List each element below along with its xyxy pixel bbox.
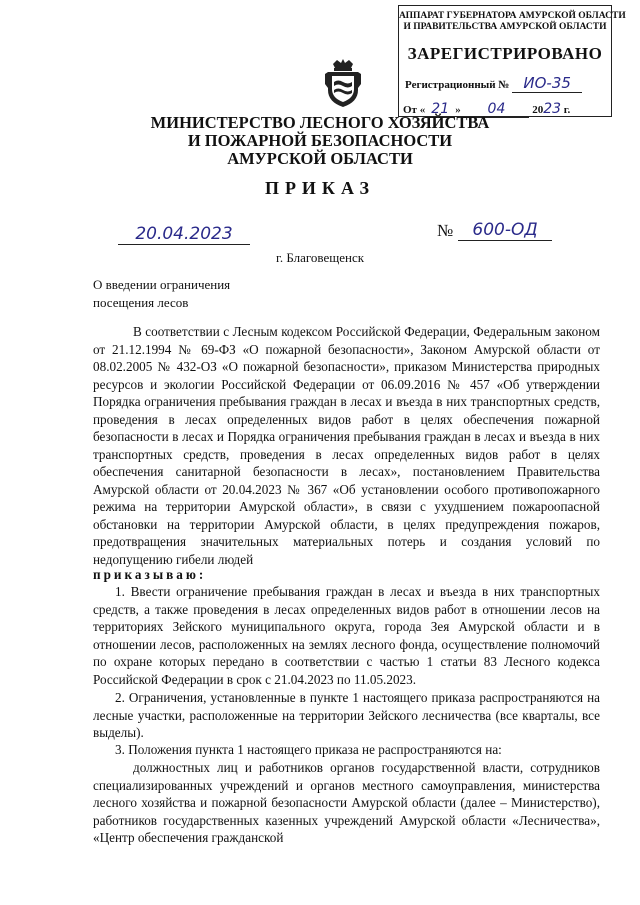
ministry-line2: И ПОЖАРНОЙ БЕЗОПАСНОСТИ [187, 131, 453, 150]
prikazyvayu-heading: приказываю: [93, 567, 207, 582]
coat-of-arms-graphic [323, 58, 363, 108]
subject-line2: посещения лесов [93, 295, 189, 310]
ministry-header [0, 114, 640, 168]
stamp-date-prefix: От « [403, 104, 426, 116]
preamble-paragraph: В соответствии с Лесным кодексом Российской Федерации, Федеральным законом от 21.12.1994 № 69-ФЗ «О пожарной безопасности», Законом Амурской области от 08.02.2005 № 432-ОЗ «О пожарной безопасности», приказом Министерства природных ресурсов и экологии Российской Федерации от 06.09.2016 № 457 «Об утверждении Порядка ограничения пребывания граждан в лесах и въезда в них транспортных средств, проведения в лесах определенных видов работ в целях обеспечения пожарной безопасности в лесах и Порядка ограничения пребывания граждан в лесах и въезда в них транспортных средств, проведения в лесах определенных видов работ в целях обеспечения санитарной безопасности в лесах», постановлением Правительства Амурской области от 20.04.2023 № 367 «Об установлении особого противопожарного режима на территории Амурской области», в связи с ухудшением пожароопасной обстановки на территории Амурской области, в целях предупреждения пожаров, предотвращения значительных материальных потерь и создания условий по недопущению гибели людей [93, 324, 600, 567]
ministry-line1: МИНИСТЕРСТВО ЛЕСНОГО ХОЗЯЙСТВА [150, 113, 490, 132]
stamp-date-day: 21 [425, 101, 455, 118]
paragraph-3-exemptions: должностных лиц и работников органов государственной власти, сотрудников специализированных учреждений и органов местного самоуправления, министерства лесного хозяйства и пожарной безопасности Амурской области (далее – Министерство), работников государственных казенных учреждений Амурской области «Лесничества», «Центр обеспечения гражданской [93, 760, 600, 845]
stamp-date-year-prefix: 20 [532, 104, 544, 116]
stamp-org-line2: И ПРАВИТЕЛЬСТВА АМУРСКОЙ ОБЛАСТИ [403, 22, 607, 32]
order-title: ПРИКАЗ [264, 178, 376, 198]
stamp-date-mid: » [455, 104, 461, 116]
stamp-date-month: 04 [463, 101, 529, 118]
stamp-organization [399, 11, 626, 33]
paragraph-2: 2. Ограничения, установленные в пункте 1 настоящего приказа распространяются на лесные участки, расположенные на территории Зейского лесничества (все кварталы, все выделы). [93, 690, 600, 740]
order-number-label: № [437, 221, 454, 240]
order-city: г. Благовещенск [275, 250, 365, 265]
stamp-registered-label: ЗАРЕГИСТРИРОВАНО [407, 44, 603, 63]
stamp-org-line1: АППАРАТ ГУБЕРНАТОРА АМУРСКОЙ ОБЛАСТИ [399, 11, 626, 21]
order-subject [93, 276, 230, 312]
order-number: 600-ОД [458, 220, 552, 241]
ministry-line3: АМУРСКОЙ ОБЛАСТИ [227, 149, 413, 168]
order-date: 20.04.2023 [118, 224, 250, 245]
subject-line1: О введении ограничения [93, 277, 231, 292]
stamp-number-label: Регистрационный № [405, 79, 510, 91]
stamp-date-year-suffix: 23 [543, 101, 562, 117]
stamp-number-value: ИО-35 [512, 74, 582, 93]
registration-stamp [398, 5, 626, 117]
paragraph-3: 3. Положения пункта 1 настоящего приказа не распространяются на: [115, 742, 502, 757]
paragraph-1: 1. Ввести ограничение пребывания граждан в лесах и въезда в них транспортных средств, а также проведения в лесах определенных видов работ в отношении лесов на территориях Зейского муниципального округа, города Зея Амурской области и в отношении лесов, расположенных на землях лесного фонда, осуществление полномочий по охране которых передано в соответствии с частью 1 статьи 83 Лесного кодекса Российской Федерации в срок с 21.04.2023 по 11.05.2023. [93, 584, 600, 687]
stamp-number-row [405, 74, 582, 93]
stamp-date-suffix: г. [563, 104, 571, 116]
amur-region-coat-of-arms-icon [323, 58, 363, 108]
